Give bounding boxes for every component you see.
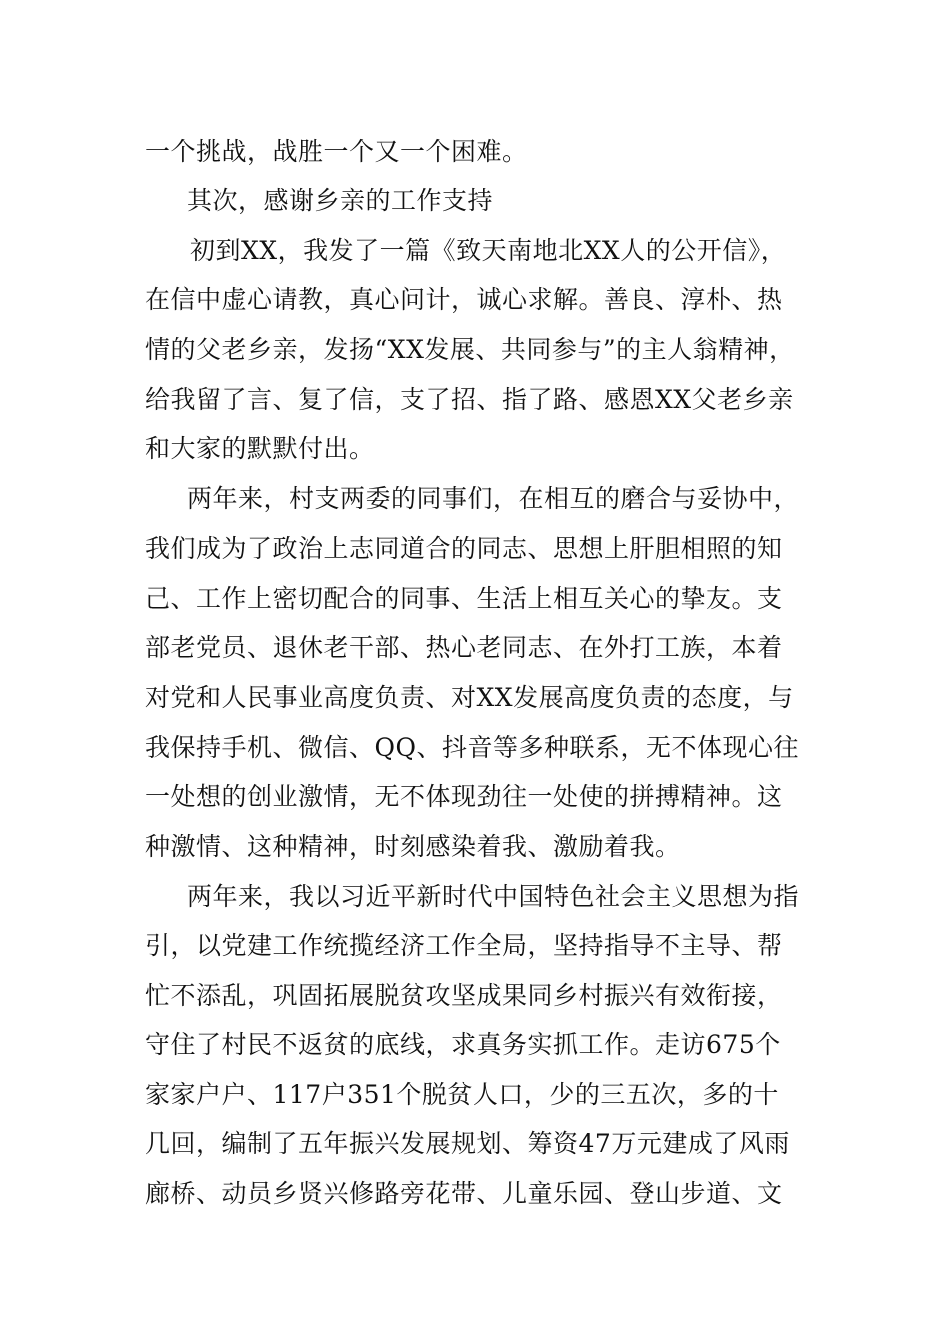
- paragraph-line: 忙不添乱，巩固拓展脱贫攻坚成果同乡村振兴有效衔接，: [145, 981, 783, 1010]
- paragraph-line: 两年来，村支两委的同事们，在相互的磨合与妥协中，: [187, 484, 800, 513]
- paragraph-line: 在信中虚心请教，真心问计，诚心求解。善良、淳朴、热: [145, 285, 783, 314]
- paragraph-line: 初到XX，我发了一篇《致天南地北XX人的公开信》，: [190, 236, 787, 265]
- paragraph-line: 两年来，我以习近平新时代中国特色社会主义思想为指: [187, 882, 800, 911]
- paragraph-line: 对党和人民事业高度负责、对XX发展高度负责的态度，与: [145, 683, 794, 712]
- paragraph-line: 和大家的默默付出。: [145, 434, 375, 463]
- paragraph-line: 我保持手机、微信、QQ、抖音等多种联系，无不体现心往: [145, 733, 799, 762]
- paragraph-line: 部老党员、退休老干部、热心老同志、在外打工族，本着: [145, 633, 783, 662]
- paragraph-line: 己、工作上密切配合的同事、生活上相互关心的挚友。支: [145, 584, 783, 613]
- paragraph-line: 一个挑战，战胜一个又一个困难。: [145, 137, 528, 166]
- section-heading: 其次，感谢乡亲的工作支持: [187, 186, 494, 215]
- paragraph-line: 我们成为了政治上志同道合的同志、思想上肝胆相照的知: [145, 534, 783, 563]
- paragraph-line: 守住了村民不返贫的底线，求真务实抓工作。走访675个: [145, 1030, 781, 1059]
- paragraph-line: 家家户户、117户351个脱贫人口，少的三五次，多的十: [145, 1080, 779, 1109]
- paragraph-line: 情的父老乡亲，发扬“XX发展、共同参与”的主人翁精神，: [145, 335, 795, 364]
- paragraph-line: 引，以党建工作统揽经济工作全局，坚持指导不主导、帮: [145, 931, 783, 960]
- paragraph-line: 几回，编制了五年振兴发展规划、筹资47万元建成了风雨: [145, 1129, 790, 1158]
- paragraph-line: 一处想的创业激情，无不体现劲往一处使的拼搏精神。这: [145, 782, 783, 811]
- paragraph-line: 廊桥、动员乡贤兴修路旁花带、儿童乐园、登山步道、文: [145, 1179, 783, 1208]
- paragraph-line: 种激情、这种精神，时刻感染着我、激励着我。: [145, 832, 681, 861]
- paragraph-line: 给我留了言、复了信，支了招、指了路、感恩XX父老乡亲: [145, 385, 794, 414]
